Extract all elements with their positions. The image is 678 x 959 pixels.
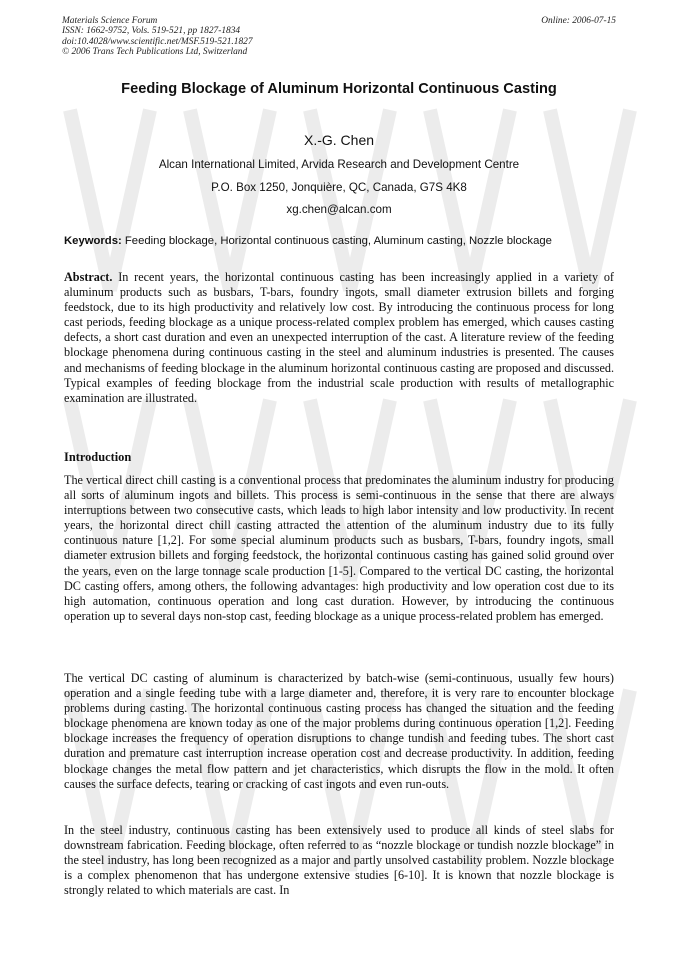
abstract	[64, 270, 614, 406]
journal-name: Materials Science Forum	[62, 16, 158, 26]
author-email: xg.chen@alcan.com	[286, 203, 392, 216]
keywords-label: Keywords:	[64, 235, 122, 247]
introduction-paragraph-2: The vertical DC casting of aluminum is characterized by batch-wise (semi-continuous, usually few hours) operation and a single feeding tube with a large diameter and, therefore, it is very rare to encounter blockage problems during casting. The horizontal continuous casting process has changed the situation and the feeding blockage phenomena are known today as one of the major problems during continuous operation [1,2]. Feeding blockage increases the frequency of operation disruptions to change tundish and feeding tubes. The short cast duration and premature cast interruption increase operation cost and decrease productivity. In addition, feeding blockage changes the metal flow pattern and jet characteristics, which disrupts the flow in the mold. It often causes the surface defects, tearing or cracking of cast ingots and even run-outs.	[64, 671, 614, 791]
keywords-text: Feeding blockage, Horizontal continuous casting, Aluminum casting, Nozzle blockage	[121, 235, 552, 247]
issn-line: ISSN: 1662-9752, Vols. 519-521, pp 1827-1834	[62, 26, 241, 37]
affiliation-line-2: P.O. Box 1250, Jonquière, QC, Canada, G7S 4K8	[211, 181, 467, 194]
doi-line: doi:10.4028/www.scientific.net/MSF.519-521.1827	[62, 36, 253, 47]
abstract-label: Abstract.	[64, 270, 113, 284]
affiliation-line-1: Alcan International Limited, Arvida Research and Development Centre	[158, 158, 520, 171]
abstract-text: In recent years, the horizontal continuous casting has been increasingly applied in a variety of aluminum products such as busbars, T-bars, foundry ingots, small diameter extrusion billets and forging feedstock, due to its high productivity and relatively low cost. By introducing the continuous process for long cast periods, feeding blockage as a unique process-related complex problem has emerged, which causes casting defects, a short cast duration and even an unexpected interruption of the cast. A literature review of the feeding blockage phenomena during continuous casting in the steel and aluminum industries is presented. The causes and mechanisms of feeding blockage in the aluminum horizontal continuous casting are proposed and discussed. Typical examples of feeding blockage from the industrial scale production with results of metallographic examination are illustrated.	[64, 270, 614, 405]
publication-info	[62, 16, 253, 57]
introduction-paragraph-1: The vertical direct chill casting is a conventional process that predominates the aluminum industry for producing all sorts of aluminum ingots and billets. This process is semi-continuous in the sense that there are always interruptions between two consecutive casts, which leads to high labor intensity and low productivity. In recent years, the horizontal direct chill casting attracted the attention of the aluminum industry due to its fully continuous nature [1,2]. For some special aluminum products such as busbars, T-bars, foundry ingots, small diameter extrusion billets and forging feedstock, the horizontal continuous casting has gained solid ground over the years, even on the large tonnage scale production [1-5]. Compared to the vertical DC casting, the horizontal DC casting offers, among others, the following advantages: high productivity and low operation cost due to its high automation, continuous operation and long cast duration. However, by introducing the continuous operation up to several days non-stop cast, feeding blockage as a unique process-related problem has emerged.	[64, 473, 614, 623]
keywords	[64, 235, 624, 247]
online-date: Online: 2006-07-15	[541, 16, 616, 26]
author-name: X.-G. Chen	[303, 132, 375, 148]
paper-title: Feeding Blockage of Aluminum Horizontal Continuous Casting	[121, 81, 557, 97]
copyright-line: © 2006 Trans Tech Publications Ltd, Switzerland	[62, 46, 248, 57]
introduction-paragraph-3: In the steel industry, continuous casting has been extensively used to produce all kinds of steel slabs for downstream fabrication. Feeding blockage, often referred to as “nozzle blockage or tundish nozzle blockage” in the steel industry, has long been recognized as a major and partly unsolved castability problem. Nozzle blockage is a complex phenomenon that has undergone extensive studies [6-10]. It is known that nozzle blockage is strongly related to which materials are cast. In	[64, 823, 614, 898]
introduction-heading: Introduction	[64, 450, 132, 464]
